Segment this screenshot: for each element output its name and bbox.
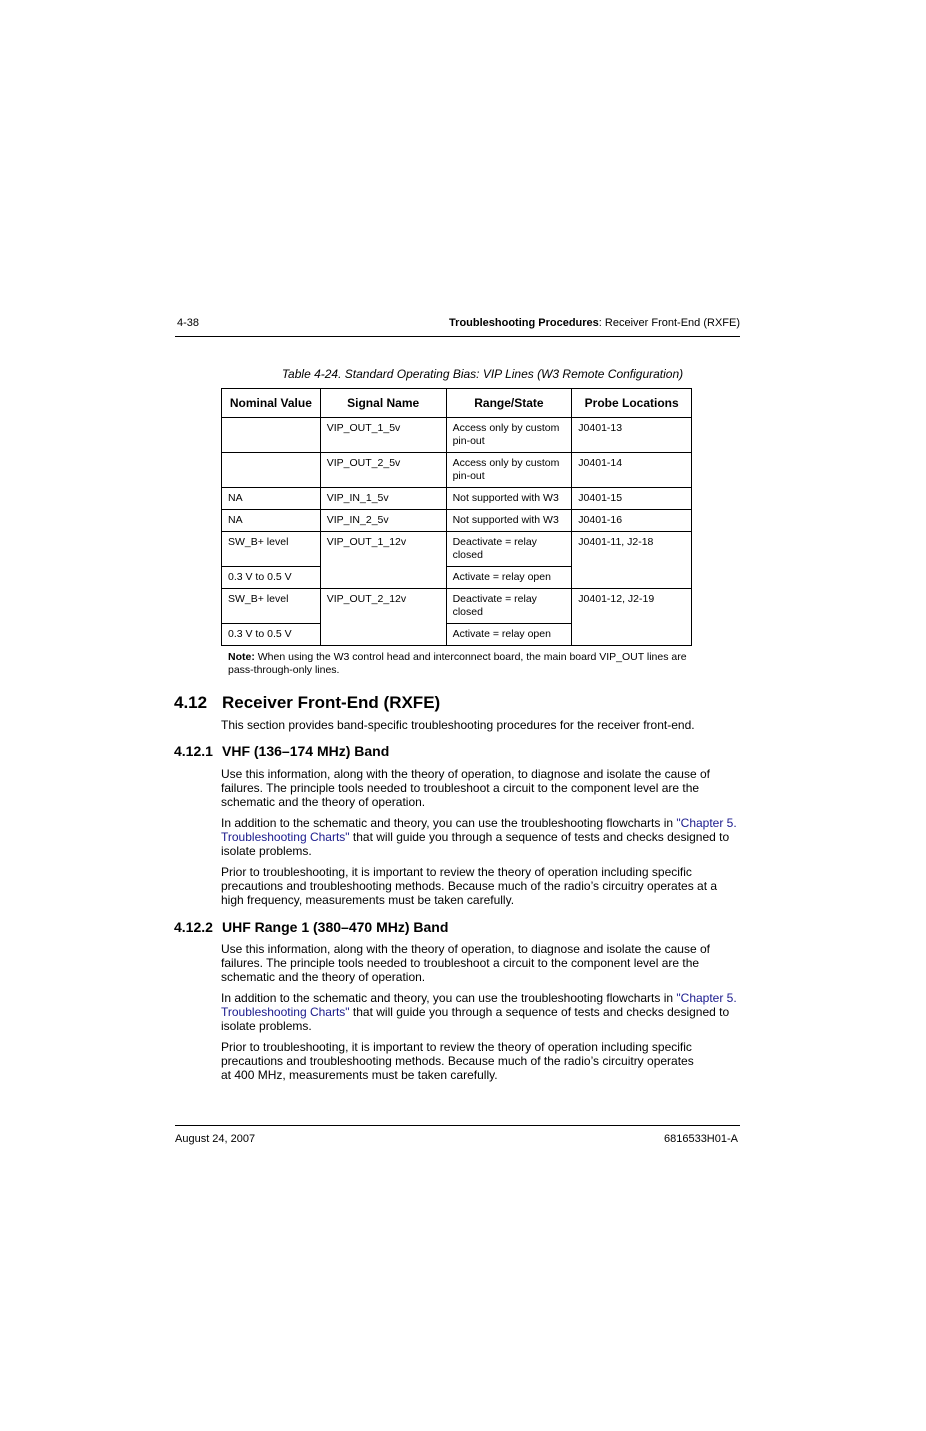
cell-nominal: NA xyxy=(222,488,321,510)
cell-probe: J0401-12, J2-19 xyxy=(572,589,692,646)
table-row xyxy=(222,589,692,624)
bias-table xyxy=(221,388,692,646)
cell-nominal: 0.3 V to 0.5 V xyxy=(222,567,321,589)
footer-rule xyxy=(175,1125,740,1126)
uhf-paragraph-2 xyxy=(221,991,741,1033)
section-title: Receiver Front-End (RXFE) xyxy=(222,693,441,712)
vhf-title: VHF (136–174 MHz) Band xyxy=(222,743,390,759)
cell-range: Not supported with W3 xyxy=(446,488,572,510)
running-header xyxy=(449,317,740,329)
cell-signal: VIP_IN_2_5v xyxy=(320,510,446,532)
vhf-paragraph-3: Prior to troubleshooting, it is important to review the theory of operation including specific precautions and troubleshooting methods. Because much of the radio’s circuitry operates at a high frequency, measurements must be taken carefully. xyxy=(221,865,718,907)
footer-doc-number: 6816533H01-A xyxy=(663,1133,738,1145)
vhf-number: 4.12.1 xyxy=(174,743,213,759)
cell-signal: VIP_OUT_1_12v xyxy=(320,532,446,589)
table-note xyxy=(228,651,698,677)
table-row xyxy=(222,488,692,510)
cell-range: Deactivate = relay closed xyxy=(446,532,572,567)
footer-date: August 24, 2007 xyxy=(175,1133,256,1145)
vhf-paragraph-1: Use this information, along with the theory of operation, to diagnose and isolate the cause of failures. The principle tools needed to troubleshoot a circuit to the component level are the schematic and the theory of operation. xyxy=(221,767,710,809)
table-row xyxy=(222,453,692,488)
cell-probe: J0401-14 xyxy=(572,453,692,488)
table-header-row xyxy=(222,389,692,418)
uhf-title: UHF Range 1 (380–470 MHz) Band xyxy=(222,919,449,935)
cell-probe: J0401-15 xyxy=(572,488,692,510)
col-header-range: Range/State xyxy=(446,389,572,418)
cell-range: Access only by custom pin-out xyxy=(446,453,572,488)
table-row xyxy=(222,418,692,453)
cell-range: Access only by custom pin-out xyxy=(446,418,572,453)
cell-nominal: SW_B+ level xyxy=(222,532,321,567)
cell-nominal xyxy=(222,418,321,453)
cell-signal: VIP_OUT_1_5v xyxy=(320,418,446,453)
cell-nominal: 0.3 V to 0.5 V xyxy=(222,624,321,646)
cell-signal: VIP_OUT_2_12v xyxy=(320,589,446,646)
vhf-p2-post: that will guide you through a sequence of tests and checks designed to isolate problems. xyxy=(221,830,730,858)
cell-probe: J0401-13 xyxy=(572,418,692,453)
vhf-paragraph-2 xyxy=(221,816,741,858)
cell-nominal: NA xyxy=(222,510,321,532)
vhf-heading xyxy=(174,743,389,759)
uhf-p2-pre: In addition to the schematic and theory, you can use the troubleshooting flowcharts in xyxy=(221,991,677,1005)
vhf-p2-pre: In addition to the schematic and theory, you can use the troubleshooting flowcharts in xyxy=(221,816,677,830)
cell-signal: VIP_OUT_2_5v xyxy=(320,453,446,488)
col-header-signal: Signal Name xyxy=(320,389,446,418)
section-number: 4.12 xyxy=(174,693,208,712)
col-header-probe: Probe Locations xyxy=(572,389,692,418)
table-row xyxy=(222,532,692,567)
col-header-nominal: Nominal Value xyxy=(222,389,321,418)
page-header xyxy=(175,317,740,337)
cell-range: Not supported with W3 xyxy=(446,510,572,532)
note-text: When using the W3 control head and interconnect board, the main board VIP_OUT lines are pass-through-only lines. xyxy=(228,651,687,676)
table-row xyxy=(222,510,692,532)
table-caption: Table 4-24. Standard Operating Bias: VIP Lines (W3 Remote Configuration) xyxy=(281,367,684,381)
uhf-number: 4.12.2 xyxy=(174,919,213,935)
cell-nominal: SW_B+ level xyxy=(222,589,321,624)
cell-range: Activate = relay open xyxy=(446,567,572,589)
section-heading xyxy=(174,693,440,713)
uhf-paragraph-1: Use this information, along with the theory of operation, to diagnose and isolate the cause of failures. The principle tools needed to troubleshoot a circuit to the component level are the schematic and the theory of operation. xyxy=(221,942,710,984)
cell-probe: J0401-11, J2-18 xyxy=(572,532,692,589)
chapter5-link[interactable]: "Chapter 5. Troubleshooting Charts" xyxy=(221,991,737,1019)
note-label: Note: xyxy=(228,651,255,663)
cell-probe: J0401-16 xyxy=(572,510,692,532)
running-header-section: : Receiver Front-End (RXFE) xyxy=(598,317,740,329)
uhf-heading xyxy=(174,919,448,935)
uhf-paragraph-3: Prior to troubleshooting, it is important to review the theory of operation including specific precautions and troubleshooting methods. Because much of the radio’s circuitry operates at 400 MHz, measurements must be taken carefully. xyxy=(221,1040,694,1082)
cell-nominal xyxy=(222,453,321,488)
cell-signal: VIP_IN_1_5v xyxy=(320,488,446,510)
uhf-p2-post: that will guide you through a sequence of tests and checks designed to isolate problems. xyxy=(221,1005,730,1033)
cell-range: Deactivate = relay closed xyxy=(446,589,572,624)
section-intro: This section provides band-specific troubleshooting procedures for the receiver front-end. xyxy=(221,718,695,732)
running-header-chapter: Troubleshooting Procedures xyxy=(449,317,599,329)
chapter5-link[interactable]: "Chapter 5. Troubleshooting Charts" xyxy=(221,816,737,844)
page-number: 4-38 xyxy=(177,317,200,329)
cell-range: Activate = relay open xyxy=(446,624,572,646)
